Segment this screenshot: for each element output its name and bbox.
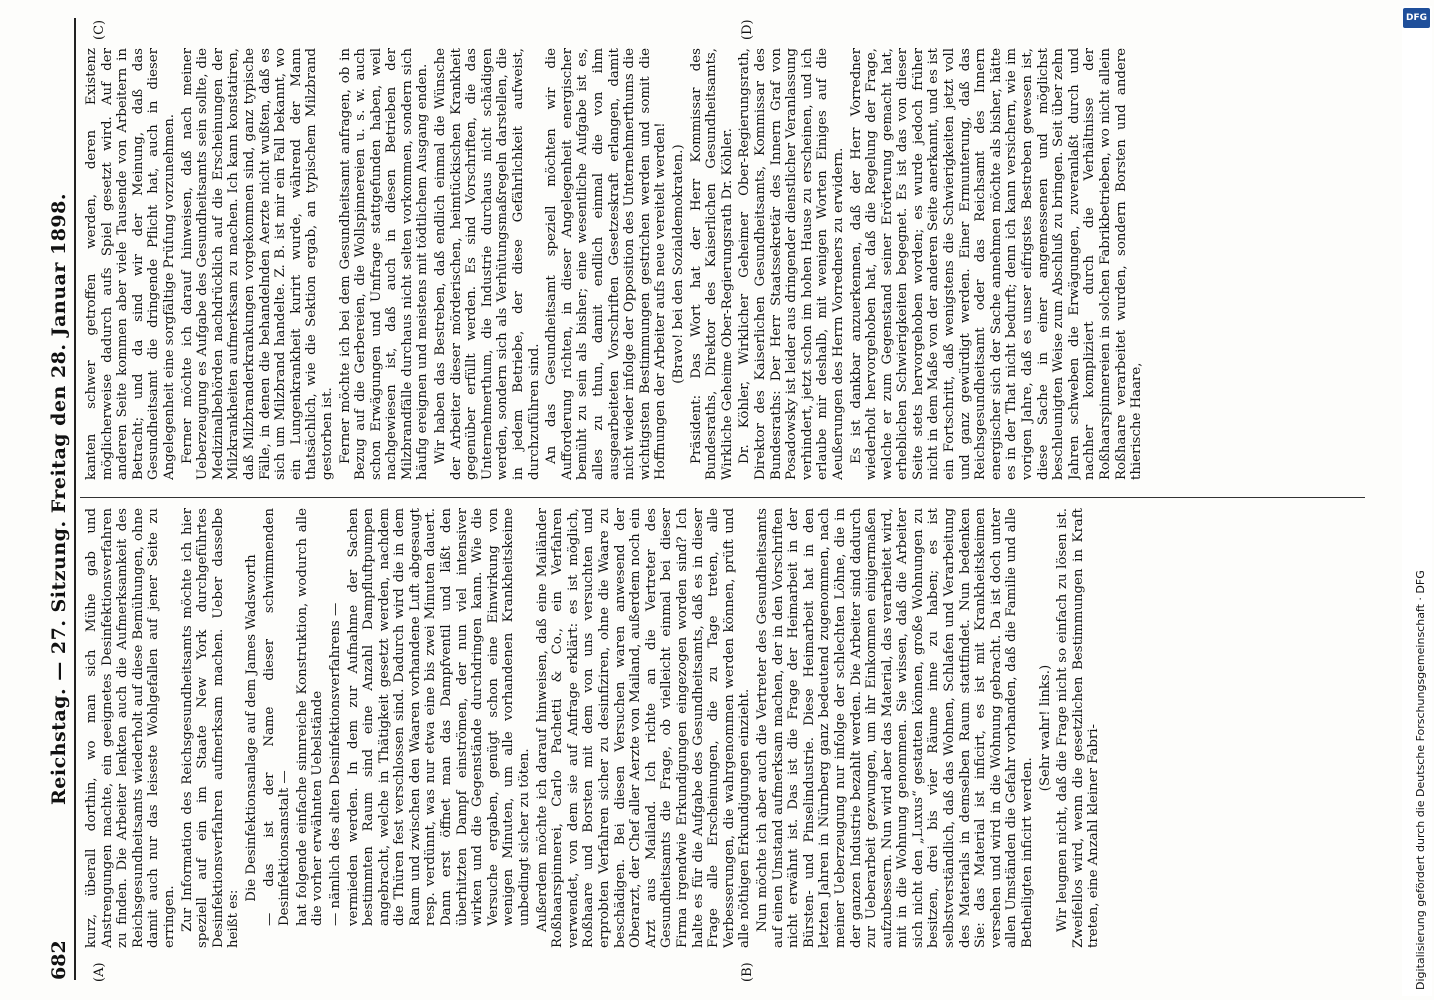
running-title: Reichstag. — 27. Sitzung. Freitag den 28. Januar 1898.	[48, 193, 70, 806]
page-number: 682	[48, 940, 70, 980]
column-divider	[80, 497, 1365, 498]
interjection-line: — nämlich des alten Desinfektionsverfahrens —	[327, 602, 343, 926]
margin-marker-b: (B)	[740, 962, 755, 982]
paragraph: Es ist dankbar anzuerkennen, daß der Herr Vorredner wiederholt hervorgehoben hat, daß die Regelung der Frage, welche er zum Gegenstand seiner Erörterung gemacht hat, erheblichen Schwierigkeiten begegnet. Es ist das von dieser Seite stets hervorgehoben worden; es wurde jedoch früher nicht in dem Maße von der anderen Seite anerkannt, und es ist ein Fortschritt, daß wenigstens die Schwierigkeiten jetzt voll und ganz gewürdigt werden. Einer Ermunterung, daß das Reichsgesundheitsamt oder das Reichsamt des Innern energischer sich der Sache annehmen möchte als bisher, hätte es in der That nicht bedurft; denn ich kann versichern, wie im vorigen Jahre, daß es unser eifrigstes Bestreben gewesen ist, diese Sache in einer angemessenen und möglichst beschleunigten Weise zum Abschluß zu bringen. Seit über zehn Jahren schweben die Erwägungen, zuveranlaßt durch und nachher kompliziert durch die Verhältnisse der Roßhaarspinnereien in solchen Fabrikbetrieben, wo nicht allein Roßhaare verarbeitet wurden, sondern Borsten und andere thierische Haare,	[848, 48, 1145, 480]
dfg-logo: DFG	[1403, 8, 1430, 28]
margin-marker-d: (D)	[740, 19, 755, 40]
quote-line: Die Desinfektionsanlage auf dem James Wadsworth	[243, 554, 259, 902]
quote-paragraph: vermieden werden. In dem zur Aufnahme der Sachen bestimmten Raum sind eine Anzahl Dampfluftpumpen angebracht, welche in Thätigkeit gesetzt werden, nachdem die Thüren fest verschlossen sind. Dadurch wird die in dem Raum und zwischen den Waaren vorhandene Luft abgesaugt resp. verdünnt, was nur etwa eine bis zwei Minuten dauert. Dann erst öffnet man das Dampfventil und läßt den überhitzten Dampf einströmen, der nun viel intensiver wirken und die Gegenstände durchdringen kann. Wie die Versuche ergaben, genügt schon eine Einwirkung von wenigen Minuten, um alle vorhandenen Krankheitskeime unbedingt sicher zu töten.	[345, 508, 533, 926]
header-rule	[74, 18, 76, 980]
paragraph: An das Gesundheitsamt speziell möchten wir die Aufforderung richten, in dieser Angelegenheit energischer bemüht zu sein als bisher; eine wesentliche Aufgabe ist es, alles zu thun, damit endlich einmal die von ihm ausgearbeiteten Vorschriften Gesetzeskraft erlangen, damit nicht wieder infolge der Opposition des Unternehmerthums die wichtigsten Bestimmungen gestrichen werden und somit die Hoffnungen der Arbeiter aufs neue vereitelt werden!	[544, 48, 669, 480]
margin-marker-c: (C)	[92, 19, 107, 40]
paragraph: Zur Information des Reichsgesundheitsamts möchte ich hier speziell auf ein im Staate New York durchgeführtes Desinfektionsverfahren aufmerksam machen. Ueber dasselbe heißt es:	[179, 508, 242, 948]
paragraph: Wir haben das Bestreben, daß endlich einmal die Wünsche der Arbeiter dieser mörderischen, heimtückischen Krankheit gegenüber erfüllt werden. Es sind Vorschriften, die das Unternehmerthum, die Industrie durchaus nicht schädigen werden, sondern sich als Verhütungsmaßregeln darstellen, die in jedem Betriebe, der diese Gefährlichkeit aufweist, durchzuführen sind.	[433, 48, 542, 480]
paragraph: Außerdem möchte ich darauf hinweisen, daß eine Mailänder Roßhaarspinnerei, Carlo Pachetti & Co., ein Verfahren verwendet, von dem sie auf Anfrage erklärt: es ist möglich, Roßhaare und Borsten mit dem von uns versuchten und erprobten Verfahren sicher zu desinfiziren, ohne die Waare zu beschädigen. Bei diesen Versuchen waren anwesend der Oberarzt, der Chef aller Aerzte von Mailand, außerdem noch ein Arzt aus Mailand. Ich richte an die Vertreter des Gesundheitsamts die Frage, ob vielleicht einmal bei dieser Firma irgendwie Erkundigungen eingezogen worden sind? Ich halte es für die Aufgabe des Gesundheitsamts, daß es in dieser Frage alle Erscheinungen, die zu Tage treten, alle Verbesserungen, die wahrgenommen werden können, prüft und alle nöthigen Erkundigungen einzieht.	[534, 508, 753, 948]
paragraph: Wir leugnen nicht, daß die Frage nicht so einfach zu lösen ist. Zweifellos wird, wenn die gesetzlichen Bestimmungen in Kraft treten, eine Anzahl kleiner Fabri-	[1055, 508, 1102, 948]
paragraph: Ferner möchte ich bei dem Gesundheitsamt anfragen, ob in Bezug auf die Gerbereien, die Wollspinnereien u. s. w. auch schon Erwägungen und Umfrage stattgefunden haben, weil nachgewiesen ist, daß auch in diesen Betrieben der Milzbrandfälle durchaus nicht selten vorkommen, sondern sich häufig ereignen und meistens mit tödtlichem Ausgang enden.	[337, 48, 431, 480]
page-header	[48, 18, 74, 980]
applause-note: (Bravo! bei den Sozialdemokraten.)	[670, 144, 686, 384]
quote-line: hat folgende einfache sinnreiche Konstruktion, wodurch alle die vorher erwähnten Uebelstände	[294, 508, 326, 926]
speaker-paragraph: Präsident: Das Wort hat der Herr Kommissar des Bundesraths, Direktor des Kaiserlichen Gesundheitsamts, Wirkliche Geheime Ober-Regierungsrath Dr. Köhler.	[688, 48, 735, 480]
speaker-paragraph: Dr. Köhler, Wirklicher Geheimer Ober-Regierungsrath, Direktor des Kaiserlichen Gesundheitsamts, Kommissar des Bundesraths: Der Herr Staatssekretär des Innern Graf von Posadowsky ist leider aus dringender dienstlicher Veranlassung verhindert, jetzt schon im hohen Hause zu erscheinen, und ich erlaube mir deshalb, mit wenigen Worten Einiges auf die Aeußerungen des Herrn Vorredners zu erwidern.	[737, 48, 846, 480]
right-column	[84, 48, 1364, 480]
paragraph: kanten schwer getroffen werden, deren Existenz möglicherweise dadurch aufs Spiel gesetzt wird. Auf der anderen Seite kommen aber viele Tausende von Arbeitern in Betracht; und da sind wir der Meinung, daß das Gesundheitsamt die dringende Pflicht hat, auch in dieser Angelegenheit eine sorgfältige Prüfung vorzunehmen.	[84, 48, 177, 480]
margin-marker-a: (A)	[92, 962, 107, 982]
paragraph: Nun möchte ich aber auch die Vertreter des Gesundheitsamts auf einen Umstand aufmerksam machen, der in den Vorschriften nicht erwähnt ist. Das ist die Frage der Heimarbeit in der Bürsten- und Pinselindustrie. Diese Heimarbeit hat in den letzten Jahren in Nürnberg ganz bedeutend zugenommen, nach meiner Ueberzeugung nur infolge der schlechten Löhne, die in der ganzen Industrie bezahlt werden. Die Arbeiter sind dadurch zur Ueberarbeit gezwungen, um ihr Einkommen einigermaßen aufzubessern. Nun wird aber das Material, das verarbeitet wird, mit in die Wohnung genommen. Sie wissen, daß die Arbeiter sich nicht den „Luxus“ gestatten können, große Wohnungen zu besitzen, drei bis vier Räume inne zu haben; es ist selbstverständlich, daß das Wohnen, Schlafen und Verarbeitung des Materials in demselben Raum stattfindet. Nun bedenken Sie: das Material ist inficirt, es ist mit Krankheitskeimen versehen und wird in die Wohnung gebracht. Da ist doch unter allen Umständen die Gefahr vorhanden, daß die Familie und alle Betheiligten inficirt werden.	[754, 508, 1036, 948]
paragraph: kurz, überall dorthin, wo man sich Mühe gab und Anstrengungen machte, ein geeignetes Desinfektionsverfahren zu finden. Die Arbeiter lenkten auch die Aufmerksamkeit des Reichsgesundheitsamts wiederholt auf diese Bemühungen, ohne damit auch nur das leiseste Wohlgefallen auf jener Seite zu erringen.	[84, 508, 177, 948]
paragraph: Ferner möchte ich darauf hinweisen, daß nach meiner Ueberzeugung es Aufgabe des Gesundheitsamts sein sollte, die Medizinalbehörden nachdrücklich auf die Erscheinungen der Milzkrankheiten aufmerksam zu machen. Ich kann konstatiren, daß Milzbranderkrankungen vorgekommen sind, ganz typische Fälle, in denen die behandelnden Aerzte nicht wußten, daß es sich um Milzbrand handelte. Z. B. ist mir ein Fall bekannt, wo ein Lungenkrankheit kurirt wurde, während der Mann thatsächlich, wie die Sektion ergab, an typischem Milzbrand gestorben ist.	[179, 48, 335, 480]
left-column	[84, 508, 1364, 948]
applause-note: (Sehr wahr! links.)	[1037, 664, 1053, 792]
digitization-note: Digitalisierung gefördert durch die Deutsche Forschungsgemeinschaft · DFG	[1414, 570, 1427, 990]
interjection-line: — das ist der Name dieser schwimmenden Desinfektionsanstalt —	[261, 508, 293, 926]
